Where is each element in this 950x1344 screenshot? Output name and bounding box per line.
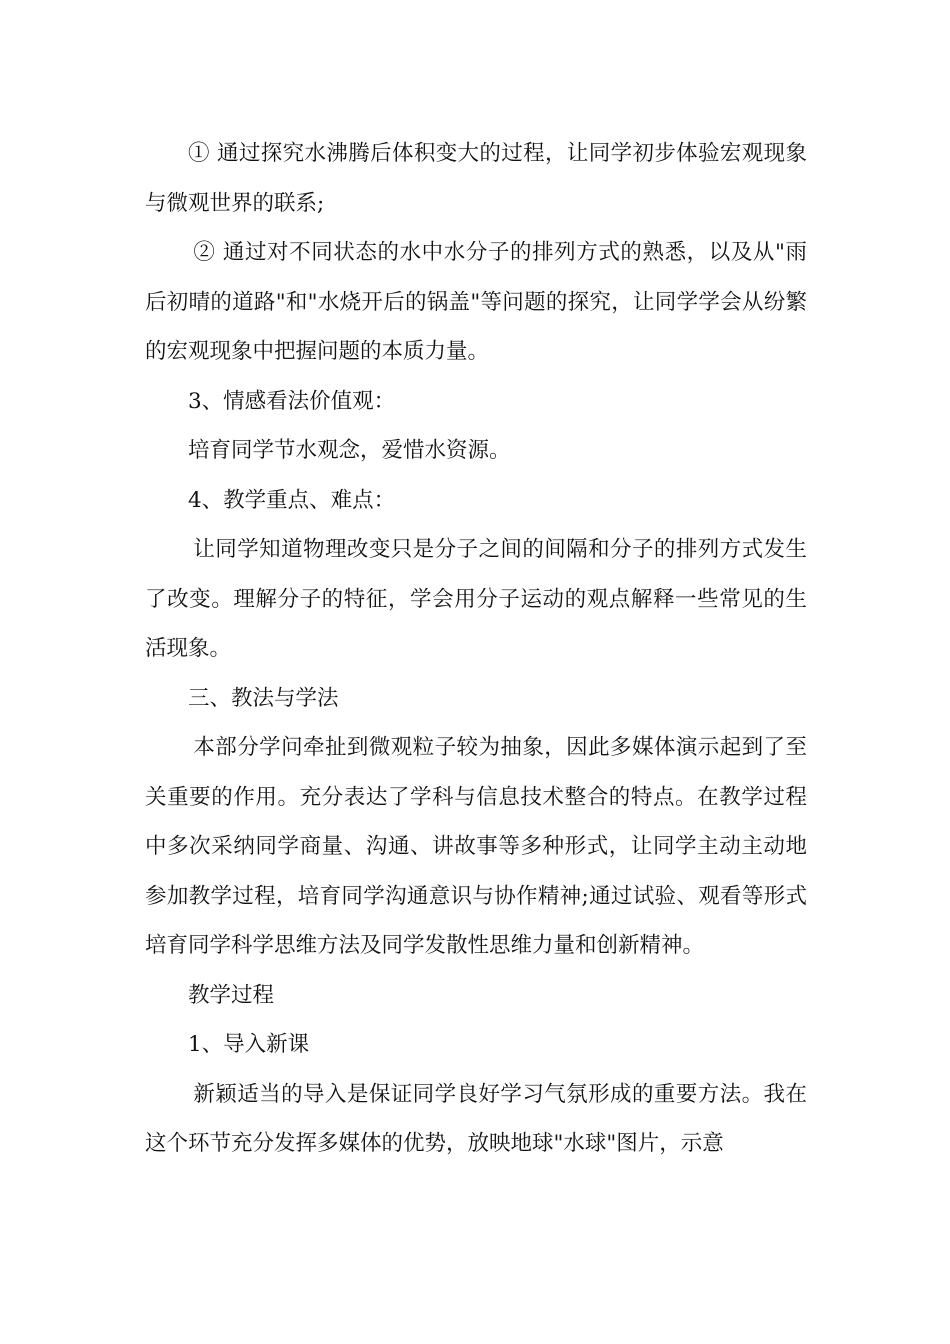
- heading-emotion-values: 3、情感看法价值观：: [188, 388, 396, 414]
- heading-new-lesson: 1、导入新课: [188, 1032, 310, 1057]
- document-body: [145, 129, 807, 1169]
- paragraph-objective-1: ① 通过探究水沸腾后体积变大的过程，让同学初步体验宏观现象与微观世界的联系;: [145, 141, 807, 216]
- paragraph-key-points: 让同学知道物理改变只是分子之间的间隔和分子的排列方式发生了改变。理解分子的特征，学会用分子运动的观点解释一些常见的生活现象。: [145, 537, 807, 661]
- paragraph-emotion-values: 培育同学节水观念，爱惜水资源。: [188, 438, 511, 463]
- paragraph-new-lesson: 新颖适当的导入是保证同学良好学习气氛形成的重要方法。我在这个环节充分发挥多媒体的优势，放映地球"水球"图片，示意: [145, 1081, 807, 1156]
- heading-teaching-methods: 三、教法与学法: [188, 685, 339, 711]
- paragraph-teaching-methods: 本部分学问牵扯到微观粒子较为抽象，因此多媒体演示起到了至关重要的作用。充分表达了学科与信息技术整合的特点。在教学过程中多次采纳同学商量、沟通、讲故事等多种形式，让同学主动主动地参加教学过程，培育同学沟通意识与协作精神;通过试验、观看等形式培育同学科学思维方法及同学发散性思维力量和创新精神。: [145, 735, 807, 958]
- heading-teaching-process: 教学过程: [188, 982, 275, 1008]
- paragraph-objective-2: ② 通过对不同状态的水中水分子的排列方式的熟悉，以及从"雨后初晴的道路"和"水烧开后的锅盖"等问题的探究，让同学学会从纷繁的宏观现象中把握问题的本质力量。: [145, 240, 807, 364]
- heading-key-points: 4、教学重点、难点：: [188, 487, 396, 513]
